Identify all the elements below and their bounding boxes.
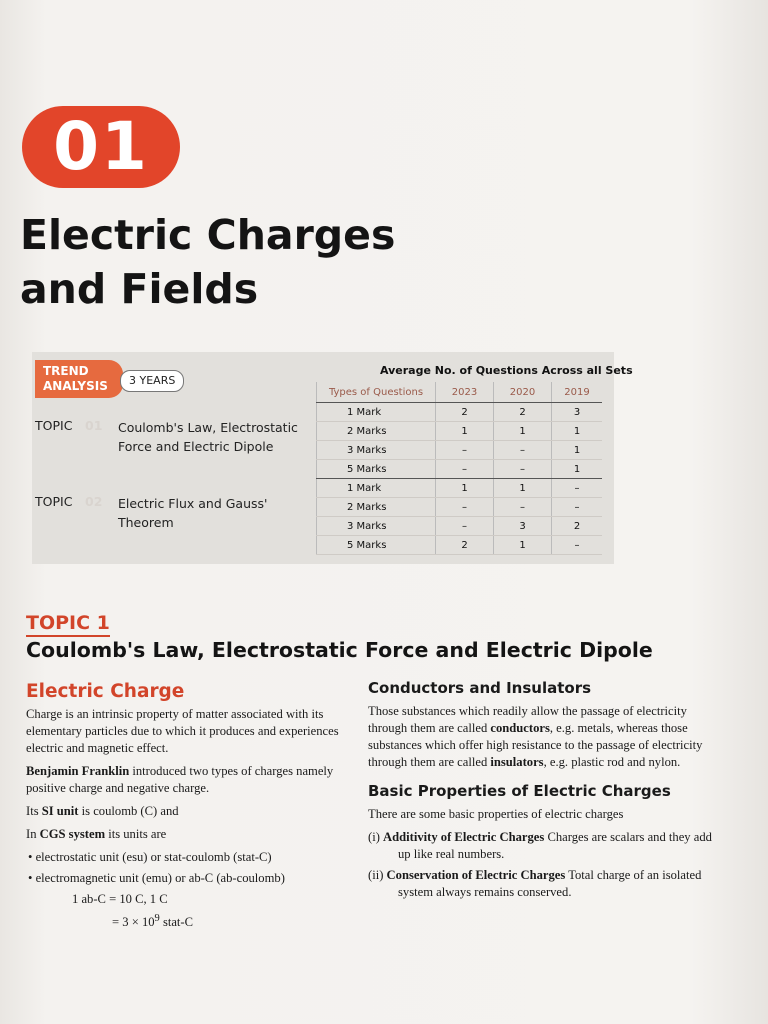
table-cell: 1 Mark	[317, 403, 436, 422]
text: Those substances which readily allow the passage of electricity through them are called	[368, 704, 687, 735]
text: is coulomb (C) and	[78, 804, 179, 818]
list-item: • electromagnetic unit (emu) or ab-C (ab-coulomb)	[28, 871, 285, 885]
table-cell: 1	[552, 441, 603, 460]
table-cell: –	[494, 441, 552, 460]
table-cell: 5 Marks	[317, 460, 436, 479]
text: introduced two types of charges namely positive charge and negative charge.	[26, 764, 334, 795]
chapter-title	[20, 208, 395, 316]
bold-term: CGS system	[39, 827, 106, 841]
text: Charges are scalars and they add up like real numbers.	[398, 830, 712, 861]
text: In	[26, 827, 40, 841]
table-row	[317, 536, 603, 555]
trend-topic-number: 01	[85, 418, 103, 433]
trend-topic-number: 02	[85, 494, 103, 509]
text: electromagnetic unit (emu) or ab-C (ab-coulomb)	[35, 871, 285, 885]
trend-topic-name: Electric Flux and Gauss' Theorem	[118, 496, 268, 530]
chapter-number: 01	[53, 108, 149, 185]
table-row	[317, 422, 603, 441]
paragraph: Charge is an intrinsic property of matter associated with its elementary particles due to which it produces and experiences electric and magnetic effect.	[26, 707, 339, 755]
table-cell: 3	[552, 403, 603, 422]
topic-label: TOPIC 1	[26, 612, 110, 637]
table-cell: 1	[494, 422, 552, 441]
bold-term: Benjamin Franklin	[26, 764, 130, 778]
section-heading-basic-properties: Basic Properties of Electric Charges	[368, 782, 671, 800]
paragraph	[368, 703, 713, 771]
chapter-title-line2: and Fields	[20, 265, 259, 313]
table-cell: 1	[552, 422, 603, 441]
list-item	[368, 829, 713, 863]
text: = 3 × 10	[112, 915, 155, 930]
list-number: (ii)	[368, 868, 384, 882]
years-pill: 3 YEARS	[120, 370, 184, 392]
text: stat-C	[159, 915, 194, 930]
table-row	[317, 517, 603, 536]
text: , e.g. metals, whereas those substances which offer high resistance to the passage of electricity through them are called	[368, 721, 703, 769]
trend-analysis-tag	[35, 360, 123, 398]
chapter-title-line1: Electric Charges	[20, 211, 396, 259]
table-cell: –	[494, 498, 552, 517]
chapter-number-badge	[22, 106, 180, 188]
table-row	[317, 460, 603, 479]
bold-term: Conservation of Electric Charges	[386, 868, 566, 882]
table-row	[317, 403, 603, 422]
table-row	[317, 441, 603, 460]
table-header-row	[317, 382, 603, 403]
paragraph	[26, 803, 356, 820]
left-column	[26, 683, 356, 931]
table-cell: 1	[436, 479, 494, 498]
right-column	[368, 680, 713, 905]
trend-table	[316, 382, 602, 555]
text: Total charge of an isolated system always remains conserved.	[398, 868, 702, 899]
header-year: 2023	[436, 382, 494, 403]
text: , e.g. plastic rod and nylon.	[543, 755, 681, 769]
table-cell: –	[552, 479, 603, 498]
trend-topic-label: TOPIC	[35, 494, 73, 509]
table-row	[317, 498, 603, 517]
exponent: 9	[154, 913, 160, 924]
table-cell: 5 Marks	[317, 536, 436, 555]
table-cell: 2 Marks	[317, 422, 436, 441]
text: Its	[26, 804, 42, 818]
section-heading-conductors: Conductors and Insulators	[368, 679, 592, 697]
table-cell: 1	[436, 422, 494, 441]
trend-tag-line2: ANALYSIS	[43, 379, 108, 393]
table-cell: 2	[552, 517, 603, 536]
paragraph: There are some basic properties of electric charges	[368, 807, 624, 821]
table-cell: –	[436, 441, 494, 460]
bold-term: insulators	[490, 755, 544, 769]
table-cell: 3	[494, 517, 552, 536]
table-cell: –	[436, 460, 494, 479]
table-cell: –	[494, 460, 552, 479]
topic-title: Coulomb's Law, Electrostatic Force and Electric Dipole	[26, 638, 653, 662]
bold-term: SI unit	[41, 804, 79, 818]
paragraph	[26, 826, 356, 843]
table-cell: 2	[494, 403, 552, 422]
trend-topic-name: Coulomb's Law, Electrostatic Force and Electric Dipole	[118, 420, 298, 454]
text: electrostatic unit (esu) or stat-coulomb (stat-C)	[35, 850, 272, 864]
table-cell: –	[552, 498, 603, 517]
table-row	[317, 479, 603, 498]
trend-tag-line1: TREND	[43, 364, 89, 378]
list-item: • electrostatic unit (esu) or stat-coulomb (stat-C)	[28, 850, 272, 864]
text: its units are	[105, 827, 167, 841]
list-number: (i)	[368, 830, 380, 844]
table-cell: 3 Marks	[317, 517, 436, 536]
table-cell: 1	[494, 536, 552, 555]
bold-term: conductors	[490, 721, 550, 735]
trend-topic-label: TOPIC	[35, 418, 73, 433]
table-cell: 1	[494, 479, 552, 498]
header-year: 2019	[552, 382, 603, 403]
table-cell: –	[436, 498, 494, 517]
equation: 1 ab-C = 10 C, 1 C	[72, 892, 168, 906]
table-cell: 1	[552, 460, 603, 479]
paragraph	[26, 763, 356, 797]
table-cell: 3 Marks	[317, 441, 436, 460]
table-cell: 2	[436, 536, 494, 555]
table-cell: 2	[436, 403, 494, 422]
table-cell: 2 Marks	[317, 498, 436, 517]
table-cell: –	[552, 536, 603, 555]
table-cell: 1 Mark	[317, 479, 436, 498]
average-questions-title: Average No. of Questions Across all Sets	[380, 364, 633, 377]
equation	[26, 910, 356, 931]
trend-analysis-box	[32, 352, 633, 564]
bold-term: Additivity of Electric Charges	[383, 830, 545, 844]
section-heading-electric-charge: Electric Charge	[26, 681, 185, 702]
table-cell: –	[436, 517, 494, 536]
header-year: 2020	[494, 382, 552, 403]
list-item	[368, 867, 713, 901]
header-types: Types of Questions	[317, 382, 436, 403]
